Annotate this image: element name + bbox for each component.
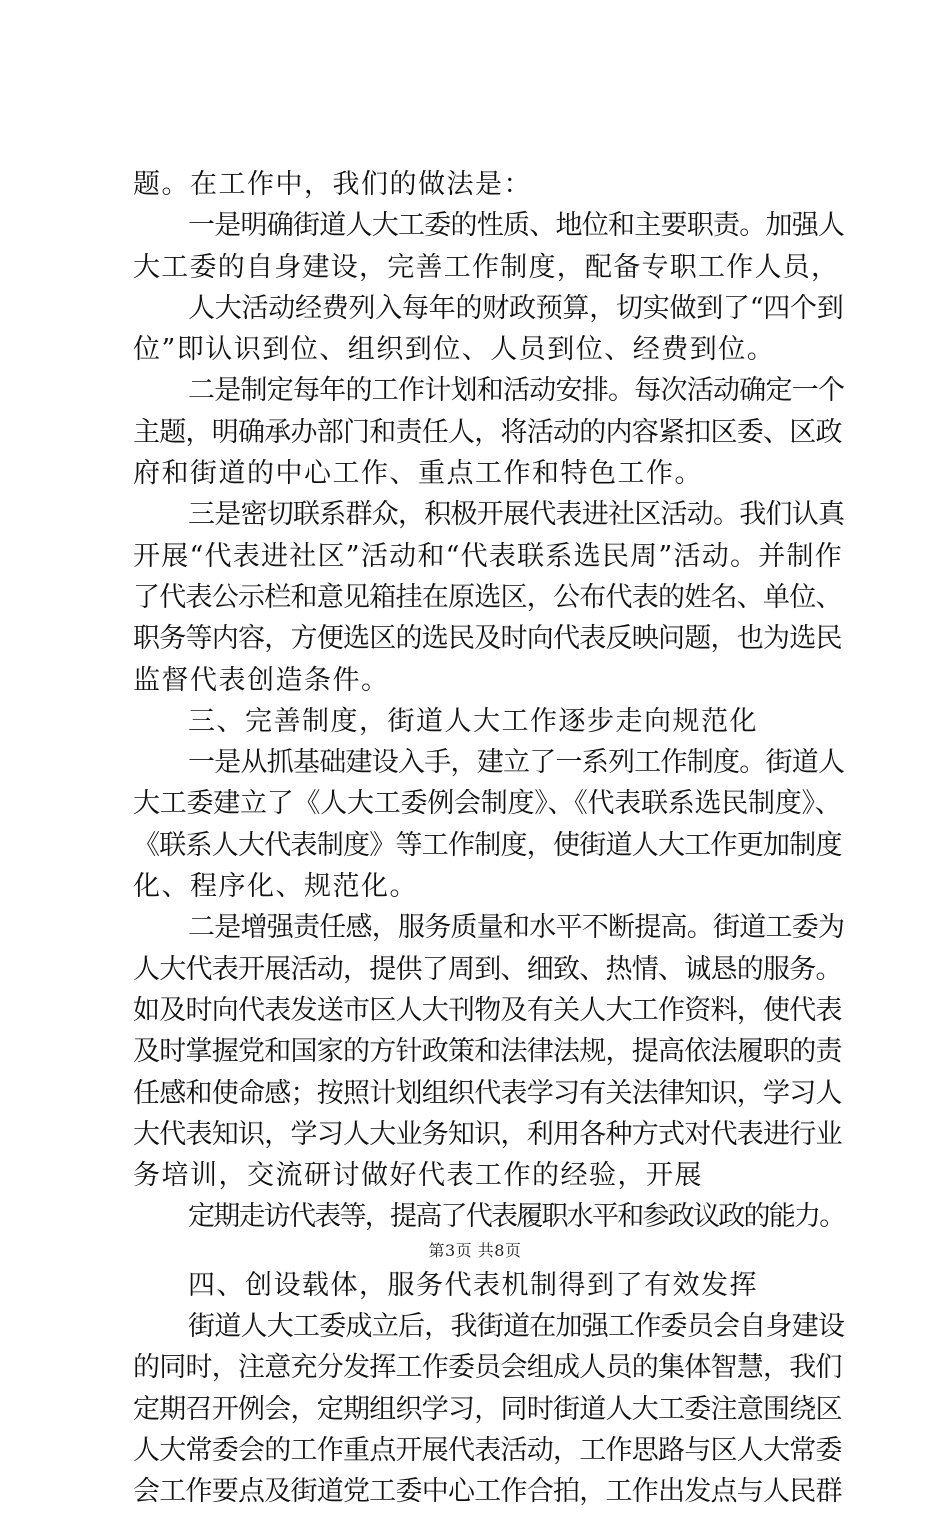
text-line: 人大常委会的工作重点开展代表活动，工作思路与区人大常委 — [133, 1434, 842, 1466]
text-line: 人大代表开展活动，提供了周到、细致、热情、诚恳的服务。 — [133, 953, 842, 985]
text-line: 《联系人大代表制度》等工作制度，使街道人大工作更加制度 — [133, 829, 842, 861]
text-line: 定期走访代表等，提高了代表履职水平和参政议政的能力。 — [188, 1201, 845, 1233]
document-body — [133, 164, 845, 1513]
text-line: 大工委的自身建设，完善工作制度，配备专职工作人员， — [133, 251, 840, 283]
text-line: 会工作要点及街道党工委中心工作合拍，工作出发点与人民群 — [133, 1476, 842, 1508]
text-line: 及时掌握党和国家的方针政策和法律法规，提高依法履职的责 — [133, 1036, 842, 1068]
text-line: 任感和使命感；按照计划组织代表学习有关法律知识，学习人 — [133, 1077, 842, 1109]
text-line: 位”即认识到位、组织到位、人员到位、经费到位。 — [133, 334, 776, 366]
text-line: 的同时，注意充分发挥工作委员会组成人员的集体智慧，我们 — [133, 1352, 842, 1384]
text-line: 人大活动经费列入每年的财政预算，切实做到了“四个到 — [188, 292, 844, 324]
section-heading: 三、完善制度，街道人大工作逐步走向规范化 — [188, 705, 758, 737]
text-line: 大工委建立了《人大工委例会制度》、《代表联系选民制度》、 — [133, 788, 842, 820]
text-line: 一是从抓基础建设入手，建立了一系列工作制度。街道人 — [188, 747, 845, 779]
text-line: 二是制定每年的工作计划和活动安排。每次活动确定一个 — [188, 375, 845, 407]
text-line: 主题，明确承办部门和责任人，将活动的内容紧扣区委、区政 — [133, 416, 842, 448]
text-line: 大代表知识，学习人大业务知识，利用各种方式对代表进行业 — [133, 1118, 842, 1150]
text-line: 如及时向代表发送市区人大刊物及有关人大工作资料，使代表 — [133, 994, 842, 1026]
text-line: 化、程序化、规范化。 — [133, 871, 418, 903]
text-line: 监督代表创造条件。 — [133, 664, 390, 696]
text-line: 务培训，交流研讨做好代表工作的经验，开展 — [133, 1160, 703, 1192]
text-line: 开展“代表进社区”活动和“代表联系选民周”活动。并制作 — [133, 540, 843, 572]
page-footer — [0, 1241, 950, 1261]
text-line: 了代表公示栏和意见箱挂在原选区，公布代表的姓名、单位、 — [133, 581, 842, 613]
text-line: 街道人大工委成立后，我街道在加强工作委员会自身建设 — [188, 1311, 845, 1343]
text-line: 职务等内容，方便选区的选民及时向代表反映问题，也为选民 — [133, 623, 842, 655]
text-line: 题。在工作中，我们的做法是： — [133, 169, 532, 200]
text-line: 一是明确街道人大工委的性质、地位和主要职责。加强人 — [188, 210, 845, 242]
text-line: 二是增强责任感，服务质量和水平不断提高。街道工委为 — [188, 912, 845, 944]
text-line: 府和街道的中心工作、重点工作和特色工作。 — [133, 458, 703, 490]
text-line: 三是密切联系群众，积极开展代表进社区活动。我们认真 — [188, 499, 845, 531]
text-line: 定期召开例会，定期组织学习，同时街道人大工委注意围绕区 — [133, 1393, 842, 1425]
section-heading: 四、创设载体，服务代表机制得到了有效发挥 — [188, 1269, 758, 1301]
page-number: 第3页 共8页 — [428, 1241, 522, 1260]
